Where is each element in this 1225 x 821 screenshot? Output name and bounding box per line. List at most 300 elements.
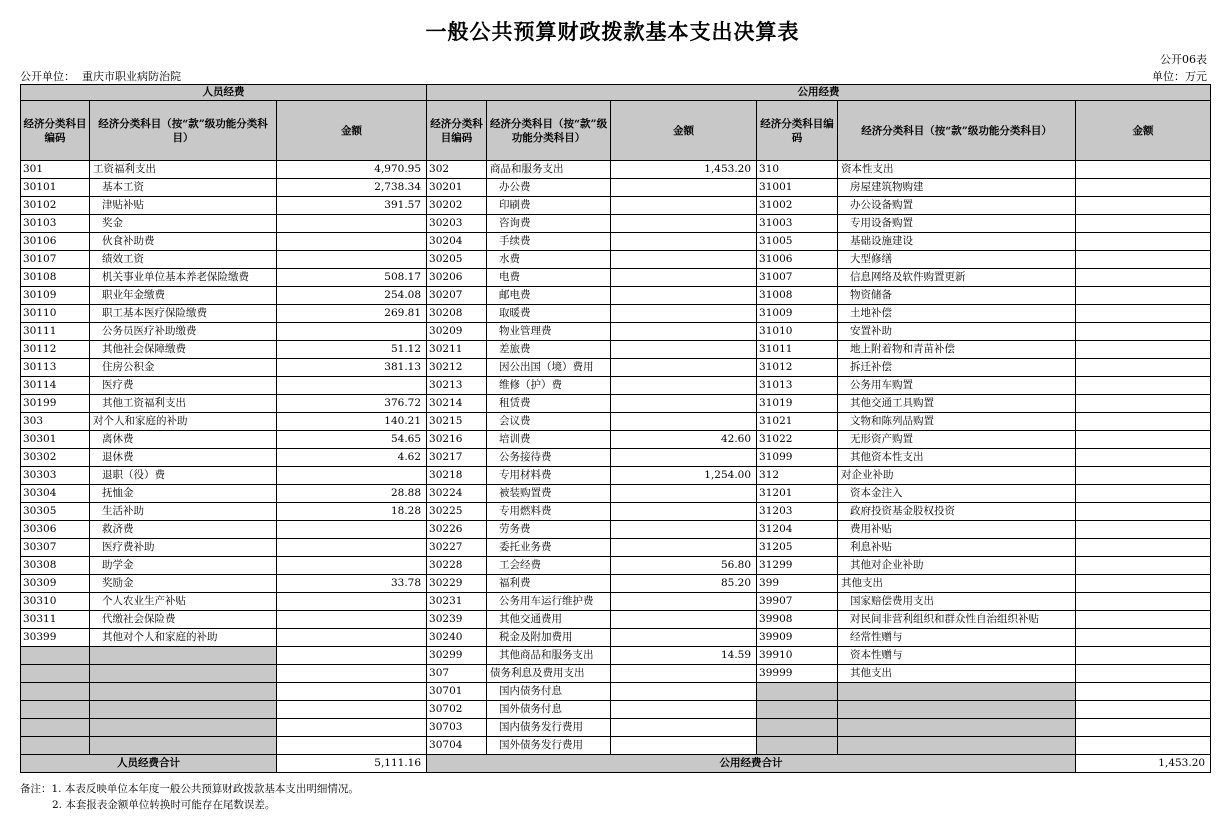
cell-amount: 33.78: [277, 575, 427, 593]
cell-amount: [611, 233, 757, 251]
table-row: [21, 539, 1211, 557]
cell-amount: [277, 647, 427, 665]
cell-code: 30108: [21, 269, 90, 287]
cell-name: 基本工资: [90, 179, 277, 197]
header-amount: 金额: [277, 101, 427, 161]
cell-code: 30107: [21, 251, 90, 269]
cell-name: 其他支出: [838, 665, 1076, 683]
cell-code: 30311: [21, 611, 90, 629]
cell-amount: [277, 737, 427, 755]
cell-name: 公务接待费: [487, 449, 611, 467]
cell-name: 救济费: [90, 521, 277, 539]
cell-code: 307: [427, 665, 487, 683]
cell-amount: 14.59: [611, 647, 757, 665]
table-row: [21, 377, 1211, 395]
cell-name: 国内债务发行费用: [487, 719, 611, 737]
table-row: [21, 197, 1211, 215]
cell-code: 30203: [427, 215, 487, 233]
cell-name: 政府投资基金股权投资: [838, 503, 1076, 521]
cell-code: 31205: [757, 539, 838, 557]
cell-code: 31007: [757, 269, 838, 287]
cell-amount: [277, 593, 427, 611]
table-row: [21, 557, 1211, 575]
cell-amount: [611, 305, 757, 323]
cell-amount: [1076, 449, 1211, 467]
cell-amount: [1076, 251, 1211, 269]
cell-amount: 381.13: [277, 359, 427, 377]
cell-amount: [1076, 269, 1211, 287]
cell-name: 租赁费: [487, 395, 611, 413]
cell-name: 基础设施建设: [838, 233, 1076, 251]
cell-name: 生活补助: [90, 503, 277, 521]
cell-code: 30110: [21, 305, 90, 323]
section-personnel: 人员经费: [21, 85, 427, 101]
personnel-total-label: 人员经费合计: [21, 755, 277, 773]
cell-code: [21, 719, 90, 737]
cell-name: 办公费: [487, 179, 611, 197]
cell-amount: [1076, 359, 1211, 377]
cell-code: 31006: [757, 251, 838, 269]
cell-code: 30109: [21, 287, 90, 305]
cell-name: 债务利息及费用支出: [487, 665, 611, 683]
cell-name: 对民间非营利组织和群众性自治组织补贴: [838, 611, 1076, 629]
table-row: [21, 611, 1211, 629]
cell-code: 30703: [427, 719, 487, 737]
cell-name: 水费: [487, 251, 611, 269]
cell-code: 303: [21, 413, 90, 431]
cell-amount: [611, 197, 757, 215]
cell-code: 31201: [757, 485, 838, 503]
reporting-unit-label: 公开单位：: [20, 70, 75, 83]
cell-name: 培训费: [487, 431, 611, 449]
header-code: 经济分类科目编码: [21, 101, 90, 161]
table-row: [21, 323, 1211, 341]
cell-amount: [1076, 521, 1211, 539]
cell-amount: [611, 413, 757, 431]
cell-name: 工资福利支出: [90, 161, 277, 179]
cell-amount: [1076, 179, 1211, 197]
cell-amount: [1076, 485, 1211, 503]
cell-amount: [611, 179, 757, 197]
cell-code: [757, 737, 838, 755]
cell-code: 399: [757, 575, 838, 593]
cell-amount: [1076, 377, 1211, 395]
cell-amount: 42.60: [611, 431, 757, 449]
cell-name: 其他支出: [838, 575, 1076, 593]
cell-name: 国家赔偿费用支出: [838, 593, 1076, 611]
cell-amount: 18.28: [277, 503, 427, 521]
cell-name: 差旅费: [487, 341, 611, 359]
cell-name: 大型修缮: [838, 251, 1076, 269]
cell-amount: [1076, 233, 1211, 251]
cell-code: [757, 701, 838, 719]
header-name: 经济分类科目（按“款”级功能分类科目）: [487, 101, 611, 161]
cell-name: 国内债务付息: [487, 683, 611, 701]
cell-name: 代缴社会保险费: [90, 611, 277, 629]
cell-name: 其他对企业补助: [838, 557, 1076, 575]
cell-name: 手续费: [487, 233, 611, 251]
cell-name: 奖金: [90, 215, 277, 233]
cell-amount: [1076, 305, 1211, 323]
cell-amount: [277, 323, 427, 341]
cell-amount: [611, 521, 757, 539]
cell-code: 30102: [21, 197, 90, 215]
cell-code: 30205: [427, 251, 487, 269]
cell-amount: [1076, 575, 1211, 593]
cell-name: 房屋建筑物购建: [838, 179, 1076, 197]
footnote: 2. 本套报表金额单位转换时可能存在尾数误差。: [52, 799, 276, 811]
form-number: 公开06表: [1160, 53, 1207, 66]
public-total-label: 公用经费合计: [427, 755, 1076, 773]
cell-name: 福利费: [487, 575, 611, 593]
cell-code: 30306: [21, 521, 90, 539]
cell-amount: [611, 701, 757, 719]
cell-code: 302: [427, 161, 487, 179]
cell-name: 取暖费: [487, 305, 611, 323]
cell-code: 30217: [427, 449, 487, 467]
cell-amount: [611, 719, 757, 737]
cell-name: 其他工资福利支出: [90, 395, 277, 413]
cell-code: 30299: [427, 647, 487, 665]
cell-amount: [1076, 197, 1211, 215]
cell-name: 地上附着物和青苗补偿: [838, 341, 1076, 359]
cell-name: 职工基本医疗保险缴费: [90, 305, 277, 323]
cell-code: 30208: [427, 305, 487, 323]
table-row: [21, 647, 1211, 665]
cell-amount: [1076, 719, 1211, 737]
table-row: [21, 161, 1211, 179]
cell-name: 国外债务付息: [487, 701, 611, 719]
cell-amount: [277, 377, 427, 395]
cell-code: 39908: [757, 611, 838, 629]
table-row: [21, 593, 1211, 611]
table-row: [21, 359, 1211, 377]
cell-code: 30308: [21, 557, 90, 575]
cell-amount: [611, 665, 757, 683]
cell-amount: 4.62: [277, 449, 427, 467]
cell-amount: 2,738.34: [277, 179, 427, 197]
cell-amount: 254.08: [277, 287, 427, 305]
cell-code: 30201: [427, 179, 487, 197]
cell-code: 30213: [427, 377, 487, 395]
cell-name: [90, 647, 277, 665]
cell-code: [21, 647, 90, 665]
page-title: 一般公共预算财政拨款基本支出决算表: [425, 19, 800, 44]
cell-code: 30704: [427, 737, 487, 755]
cell-name: 电费: [487, 269, 611, 287]
cell-code: 30225: [427, 503, 487, 521]
cell-amount: [1076, 287, 1211, 305]
cell-name: 对企业补助: [838, 467, 1076, 485]
cell-code: 30304: [21, 485, 90, 503]
cell-name: 医疗费补助: [90, 539, 277, 557]
cell-amount: [611, 485, 757, 503]
table-row: [21, 305, 1211, 323]
cell-amount: [611, 395, 757, 413]
cell-code: 31001: [757, 179, 838, 197]
cell-name: 资本性赠与: [838, 647, 1076, 665]
cell-amount: 1,254.00: [611, 467, 757, 485]
cell-name: 商品和服务支出: [487, 161, 611, 179]
cell-code: [21, 701, 90, 719]
cell-amount: [277, 665, 427, 683]
cell-name: 离休费: [90, 431, 277, 449]
cell-amount: [611, 251, 757, 269]
cell-name: 其他交通工具购置: [838, 395, 1076, 413]
table-row: [21, 467, 1211, 485]
cell-amount: [611, 683, 757, 701]
cell-amount: [1076, 665, 1211, 683]
cell-name: [90, 665, 277, 683]
cell-name: 其他交通费用: [487, 611, 611, 629]
table-row: [21, 395, 1211, 413]
cell-code: 39909: [757, 629, 838, 647]
cell-amount: [277, 683, 427, 701]
cell-name: 国外债务发行费用: [487, 737, 611, 755]
cell-code: 30106: [21, 233, 90, 251]
table-row: [21, 521, 1211, 539]
cell-amount: 54.65: [277, 431, 427, 449]
cell-name: 会议费: [487, 413, 611, 431]
cell-amount: [611, 449, 757, 467]
cell-name: 抚恤金: [90, 485, 277, 503]
cell-code: 31022: [757, 431, 838, 449]
cell-amount: [611, 287, 757, 305]
cell-name: 无形资产购置: [838, 431, 1076, 449]
cell-name: 其他社会保障缴费: [90, 341, 277, 359]
cell-code: 301: [21, 161, 90, 179]
table-row: [21, 683, 1211, 701]
cell-amount: [611, 269, 757, 287]
cell-amount: [277, 251, 427, 269]
cell-name: 资本金注入: [838, 485, 1076, 503]
cell-name: 因公出国（境）费用: [487, 359, 611, 377]
header-code: 经济分类科目编码: [427, 101, 487, 161]
cell-name: 退职（役）费: [90, 467, 277, 485]
cell-name: 费用补贴: [838, 521, 1076, 539]
table-row: [21, 341, 1211, 359]
reporting-unit: [20, 68, 181, 84]
cell-code: 31002: [757, 197, 838, 215]
cell-name: [838, 683, 1076, 701]
public-total-amount: 1,453.20: [1076, 755, 1211, 773]
table-row: [21, 269, 1211, 287]
section-public: 公用经费: [427, 85, 1211, 101]
cell-name: 税金及附加费用: [487, 629, 611, 647]
cell-code: 30204: [427, 233, 487, 251]
cell-amount: [277, 215, 427, 233]
cell-name: 公务用车购置: [838, 377, 1076, 395]
cell-code: 31299: [757, 557, 838, 575]
cell-amount: [1076, 467, 1211, 485]
cell-name: 文物和陈列品购置: [838, 413, 1076, 431]
cell-code: 30224: [427, 485, 487, 503]
cell-amount: [277, 701, 427, 719]
cell-name: [838, 701, 1076, 719]
header-amount: 金额: [611, 101, 757, 161]
table-row: [21, 215, 1211, 233]
cell-amount: 508.17: [277, 269, 427, 287]
cell-name: 公务员医疗补助缴费: [90, 323, 277, 341]
table-row: [21, 719, 1211, 737]
cell-amount: [611, 503, 757, 521]
cell-amount: [611, 593, 757, 611]
cell-code: 30211: [427, 341, 487, 359]
cell-code: 30214: [427, 395, 487, 413]
cell-name: 公务用车运行维护费: [487, 593, 611, 611]
cell-name: 其他对个人和家庭的补助: [90, 629, 277, 647]
expenditure-table: [20, 84, 1211, 773]
cell-code: [757, 683, 838, 701]
section-header-row: [21, 85, 1211, 101]
cell-amount: 391.57: [277, 197, 427, 215]
cell-code: 30240: [427, 629, 487, 647]
cell-code: 30229: [427, 575, 487, 593]
cell-code: 31019: [757, 395, 838, 413]
cell-code: 30218: [427, 467, 487, 485]
cell-amount: [1076, 215, 1211, 233]
cell-code: 30101: [21, 179, 90, 197]
cell-name: 机关事业单位基本养老保险缴费: [90, 269, 277, 287]
cell-name: 信息网络及软件购置更新: [838, 269, 1076, 287]
cell-code: 30303: [21, 467, 90, 485]
cell-code: 31010: [757, 323, 838, 341]
cell-code: [21, 665, 90, 683]
totals-row: [21, 755, 1211, 773]
cell-amount: [277, 467, 427, 485]
cell-amount: [1076, 395, 1211, 413]
cell-amount: [611, 629, 757, 647]
column-header-row: [21, 101, 1211, 161]
cell-code: 30305: [21, 503, 90, 521]
cell-code: 31005: [757, 233, 838, 251]
cell-amount: 376.72: [277, 395, 427, 413]
cell-name: [90, 737, 277, 755]
cell-code: 31021: [757, 413, 838, 431]
reporting-unit-name: 重庆市职业病防治院: [82, 70, 181, 83]
cell-amount: [1076, 737, 1211, 755]
cell-name: 职业年金缴费: [90, 287, 277, 305]
table-row: [21, 575, 1211, 593]
cell-amount: [611, 539, 757, 557]
cell-amount: [611, 341, 757, 359]
cell-code: 31003: [757, 215, 838, 233]
cell-name: [90, 719, 277, 737]
cell-amount: [1076, 557, 1211, 575]
cell-code: 30310: [21, 593, 90, 611]
table-row: [21, 233, 1211, 251]
table-row: [21, 449, 1211, 467]
cell-code: 31008: [757, 287, 838, 305]
cell-code: 31099: [757, 449, 838, 467]
cell-name: 办公设备购置: [838, 197, 1076, 215]
cell-code: 30112: [21, 341, 90, 359]
cell-code: 31013: [757, 377, 838, 395]
cell-code: 30114: [21, 377, 90, 395]
cell-name: 拆迁补偿: [838, 359, 1076, 377]
cell-code: 30239: [427, 611, 487, 629]
cell-code: 39999: [757, 665, 838, 683]
cell-name: 助学金: [90, 557, 277, 575]
cell-code: 30226: [427, 521, 487, 539]
cell-name: 奖励金: [90, 575, 277, 593]
footnote: 备注：1. 本表反映单位本年度一般公共预算财政拨款基本支出明细情况。: [20, 783, 359, 795]
cell-name: 工会经费: [487, 557, 611, 575]
cell-name: [90, 683, 277, 701]
cell-amount: 4,970.95: [277, 161, 427, 179]
cell-code: 30103: [21, 215, 90, 233]
cell-code: 30227: [427, 539, 487, 557]
cell-code: [757, 719, 838, 737]
cell-code: 31012: [757, 359, 838, 377]
table-row: [21, 431, 1211, 449]
cell-amount: 85.20: [611, 575, 757, 593]
cell-amount: [1076, 431, 1211, 449]
cell-code: 31204: [757, 521, 838, 539]
cell-code: 30207: [427, 287, 487, 305]
cell-name: 资本性支出: [838, 161, 1076, 179]
cell-amount: 140.21: [277, 413, 427, 431]
cell-amount: [1076, 701, 1211, 719]
cell-amount: 56.80: [611, 557, 757, 575]
table-row: [21, 665, 1211, 683]
cell-name: 对个人和家庭的补助: [90, 413, 277, 431]
cell-name: 物资储备: [838, 287, 1076, 305]
cell-amount: 51.12: [277, 341, 427, 359]
cell-name: 专用燃料费: [487, 503, 611, 521]
cell-name: 津贴补贴: [90, 197, 277, 215]
cell-name: 退休费: [90, 449, 277, 467]
cell-code: 30215: [427, 413, 487, 431]
cell-amount: [1076, 161, 1211, 179]
cell-code: 31203: [757, 503, 838, 521]
cell-name: 物业管理费: [487, 323, 611, 341]
cell-code: [21, 737, 90, 755]
table-row: [21, 503, 1211, 521]
personnel-total-amount: 5,111.16: [277, 755, 427, 773]
cell-name: 经常性赠与: [838, 629, 1076, 647]
cell-amount: [277, 557, 427, 575]
cell-amount: [277, 611, 427, 629]
cell-code: 30202: [427, 197, 487, 215]
cell-code: 30113: [21, 359, 90, 377]
cell-amount: [1076, 647, 1211, 665]
cell-code: 39907: [757, 593, 838, 611]
header-name: 经济分类科目（按“款”级功能分类科目）: [838, 101, 1076, 161]
cell-amount: [1076, 503, 1211, 521]
cell-code: 30231: [427, 593, 487, 611]
cell-amount: [277, 629, 427, 647]
cell-code: 30309: [21, 575, 90, 593]
cell-name: 专用材料费: [487, 467, 611, 485]
table-row: [21, 485, 1211, 503]
cell-amount: 28.88: [277, 485, 427, 503]
cell-code: 30209: [427, 323, 487, 341]
cell-amount: [611, 611, 757, 629]
cell-amount: [277, 719, 427, 737]
cell-name: 其他商品和服务支出: [487, 647, 611, 665]
table-row: [21, 737, 1211, 755]
cell-amount: [277, 521, 427, 539]
cell-code: 31009: [757, 305, 838, 323]
cell-amount: [1076, 413, 1211, 431]
cell-code: 30701: [427, 683, 487, 701]
cell-code: 30216: [427, 431, 487, 449]
cell-amount: 269.81: [277, 305, 427, 323]
cell-amount: [1076, 323, 1211, 341]
cell-code: 30212: [427, 359, 487, 377]
cell-name: 住房公积金: [90, 359, 277, 377]
